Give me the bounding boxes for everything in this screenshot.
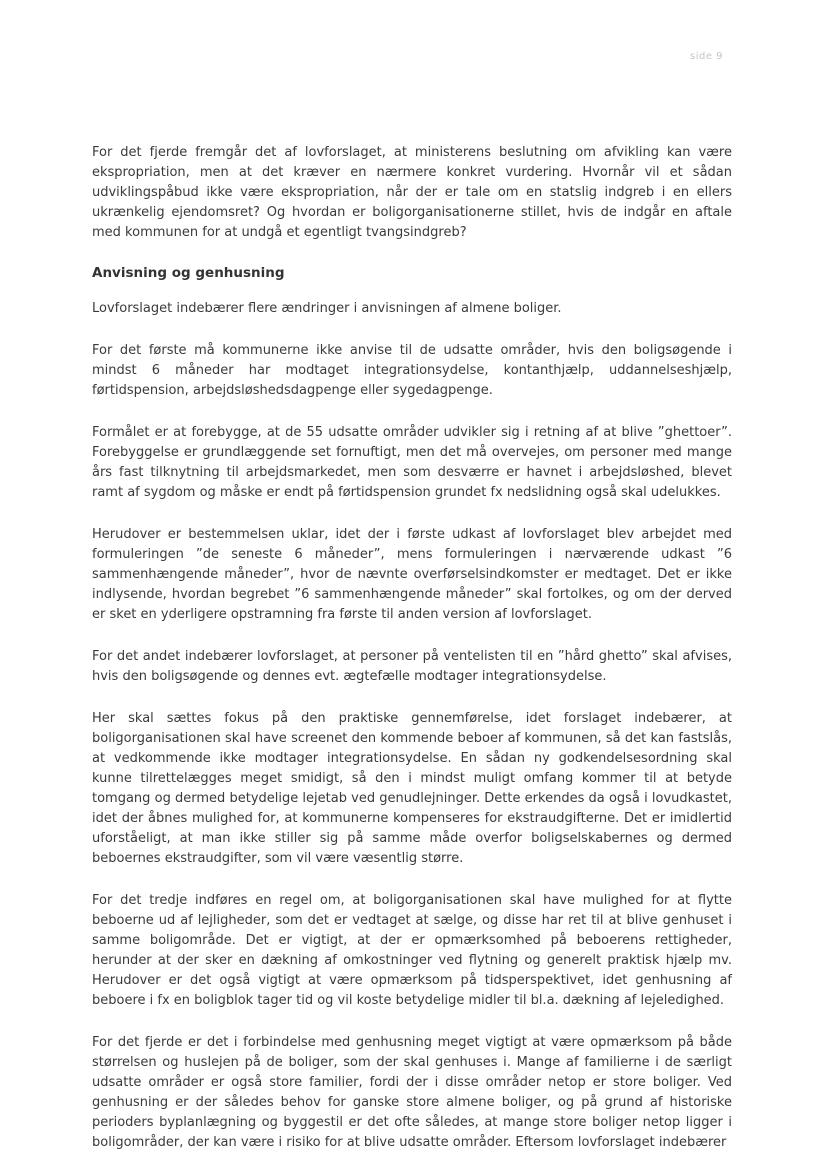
page-number: side 9: [690, 51, 724, 62]
paragraph-intro: Lovforslaget indebærer flere ændringer i anvisningen af almene boliger.: [92, 301, 562, 316]
paragraph-second-point: For det andet indebærer lovforslaget, at personer på ventelisten til en ”hård ghetto” skal afvises, hvis den boligsøgende og dennes evt. ægtefælle modtager integrationsydelse.: [92, 649, 732, 684]
paragraph-purpose: Formålet er at forebygge, at de 55 udsatte områder udvikler sig i retning af at blive ”ghettoer”. Forebyggelse er grundlæggende set fornuftigt, men det må overvejes, om personer med mange års fast tilknytning til arbejdsmarkedet, men som desværre er havnet i arbejdsløshed, blevet ramt af sygdom og måske er endt på førtidspension grundet fx nedslidning også skal udelukkes.: [92, 425, 732, 500]
paragraph-first-point: For det første må kommunerne ikke anvise til de udsatte områder, hvis den boligsøgende i mindst 6 måneder har modtaget integrationsydelse, kontanthjælp, uddannelseshjælp, førtidspension, arbejdsløshedsdagpenge eller sygedagpenge.: [92, 343, 732, 398]
paragraph-expropriation: For det fjerde fremgår det af lovforslaget, at ministerens beslutning om afvikling kan være ekspropriation, men at det kræver en nærmere konkret vurdering. Hvornår vil et sådan udviklingspåbud ikke være ekspropriation, når der er tale om en statslig indgreb i en ellers ukrænkelig ejendomsret? Og hvordan er boligorganisationerne stillet, hvis de indgår en aftale med kommunen for at undgå et egentligt tvangsindgreb?: [92, 145, 732, 240]
paragraph-fourth-point: For det fjerde er det i forbindelse med genhusning meget vigtigt at være opmærksom på både størrelsen og huslejen på de boliger, som der skal genhuses i. Mange af familierne i de særligt udsatte områder er også store familier, fordi der i disse områder netop er store boliger. Ved genhusning er der således behov for ganske store almene boliger, og på grund af historiske perioders byplanlægning og byggestil er det ofte således, at mange store boliger netop ligger i boligområder, der kan være i risiko for at blive udsatte områder. Eftersom lovforslaget indebærer: [92, 1035, 732, 1150]
paragraph-unclear-provision: Herudover er bestemmelsen uklar, idet der i første udkast af lovforslaget blev arbejdet med formuleringen ”de seneste 6 måneder”, mens formuleringen i nærværende udkast ”6 sammenhængende måneder”, hvor de nævnte overførselsindkomster er medtaget. Det er ikke indlysende, hvordan begrebet ”6 sammenhængende måneder” skal fortolkes, og om der derved er sket en yderligere opstramning fra første til anden version af lovforslaget.: [92, 527, 732, 622]
section-heading: Anvisning og genhusning: [92, 265, 285, 281]
document-body: [92, 143, 732, 1175]
paragraph-third-point: For det tredje indføres en regel om, at boligorganisationen skal have mulighed for at flytte beboerne ud af lejligheder, som det er vedtaget at sælge, og disse har ret til at blive genhuset i samme boligområde. Det er vigtigt, at der er opmærksomhed på beboerens rettigheder, herunder at der sker en dækning af omkostninger ved flytning og generelt praktisk hjælp mv. Herudover er det også vigtigt at være opmærksom på tidsperspektivet, idet genhusning af beboere i fx en boligblok tager tid og vil koste betydelige midler til bl.a. dækning af lejeledighed.: [92, 893, 732, 1008]
paragraph-practical-implementation: Her skal sættes fokus på den praktiske gennemførelse, idet forslaget indebærer, at boligorganisationen skal have screenet den kommende beboer af kommunen, så det kan fastslås, at vedkommende ikke modtager integrationsydelse. En sådan ny godkendelsesordning skal kunne tilrettelægges meget smidigt, så den i mindst muligt omfang kommer til at betyde tomgang og dermed betydelige lejetab ved genudlejninger. Dette erkendes da også i lovudkastet, idet der åbnes mulighed for, at kommunerne kompenseres for ekstraudgifterne. Det er imidlertid uforståeligt, at man ikke stiller sig på samme måde overfor boligselskabernes og dermed beboernes ekstraudgifter, som vil være væsentlig større.: [92, 711, 732, 866]
